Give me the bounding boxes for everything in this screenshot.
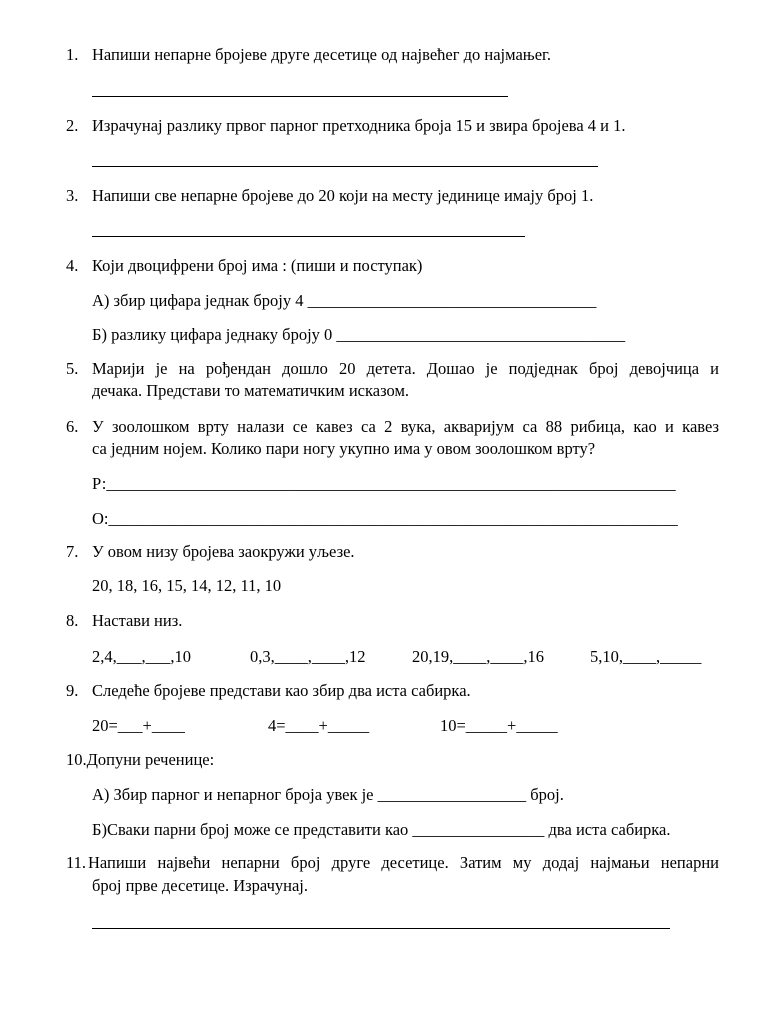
q11-answer-line xyxy=(92,928,670,929)
q1-text: Напиши непарне бројеве друге десетице од највећег до најмањег. xyxy=(92,45,552,64)
q6-solution-line: Р:_____________________________________________________________________ xyxy=(92,474,676,493)
q7-sequence: 20, 18, 16, 15, 14, 12, 11, 10 xyxy=(92,576,282,595)
q5-line-2: дечака. Представи то математичким исказом. xyxy=(92,381,410,400)
q8-sequence-4: 5,10,____,_____ xyxy=(590,647,702,666)
q4-part-b: Б) разлику цифара једнаку броју 0 ___________________________________ xyxy=(92,325,626,344)
q9-expression-1: 20=___+____ xyxy=(92,716,185,735)
q9-number: 9. xyxy=(66,681,79,700)
q7-number: 7. xyxy=(66,542,79,561)
q2-text: Израчунај разлику првог парног претходника броја 15 и звира бројева 4 и 1. xyxy=(92,116,626,135)
q6-number: 6. xyxy=(66,417,79,436)
q3-text: Напиши све непарне бројеве до 20 који на месту јединице имају број 1. xyxy=(92,186,594,205)
q5-number: 5. xyxy=(66,359,79,378)
q4-part-a: А) збир цифара једнак броју 4 ___________________________________ xyxy=(92,291,597,310)
q11-line-2: број прве десетице. Израчунај. xyxy=(92,876,309,895)
q10-part-b: Б)Сваки парни број може се представити као ________________ два иста сабирка. xyxy=(92,820,671,839)
q11-number: 11. xyxy=(66,853,87,872)
q5-line-1: Марији је на рођендан дошло 20 детета. Дошао је подједнак број девојчица и xyxy=(92,359,719,378)
q11-line-1: Напиши највећи непарни број друге десетице. Затим му додај најмањи непарни xyxy=(88,853,719,872)
q6-answer-line: О:_____________________________________________________________________ xyxy=(92,509,678,528)
q8-text: Настави низ. xyxy=(92,611,183,630)
q4-number: 4. xyxy=(66,256,79,275)
q2-answer-line xyxy=(92,166,598,167)
q8-sequence-2: 0,3,____,____,12 xyxy=(250,647,366,666)
q3-number: 3. xyxy=(66,186,79,205)
q1-answer-line xyxy=(92,96,508,97)
q3-answer-line xyxy=(92,236,525,237)
q8-sequence-3: 20,19,____,____,16 xyxy=(412,647,544,666)
q10-text: 10.Допуни реченице: xyxy=(66,750,215,769)
q4-text: Који двоцифрени број има : (пиши и поступак) xyxy=(92,256,423,275)
q9-text: Следеће бројеве представи као збир два иста сабирка. xyxy=(92,681,471,700)
q9-expression-2: 4=____+_____ xyxy=(268,716,370,735)
q6-line-1: У зоолошком врту налази се кавез са 2 вука, акваријум са 88 рибица, као и кавез xyxy=(92,417,719,436)
q2-number: 2. xyxy=(66,116,79,135)
q6-line-2: са једним нојем. Колико пари ногу укупно има у овом зоолошком врту? xyxy=(92,439,596,458)
q10-part-a: А) Збир парног и непарног броја увек је __________________ број. xyxy=(92,785,564,804)
q7-text: У овом низу бројева заокружи уљезе. xyxy=(92,542,355,561)
q9-expression-3: 10=_____+_____ xyxy=(440,716,558,735)
q1-number: 1. xyxy=(66,45,79,64)
q8-number: 8. xyxy=(66,611,79,630)
q8-sequence-1: 2,4,___,___,10 xyxy=(92,647,191,666)
